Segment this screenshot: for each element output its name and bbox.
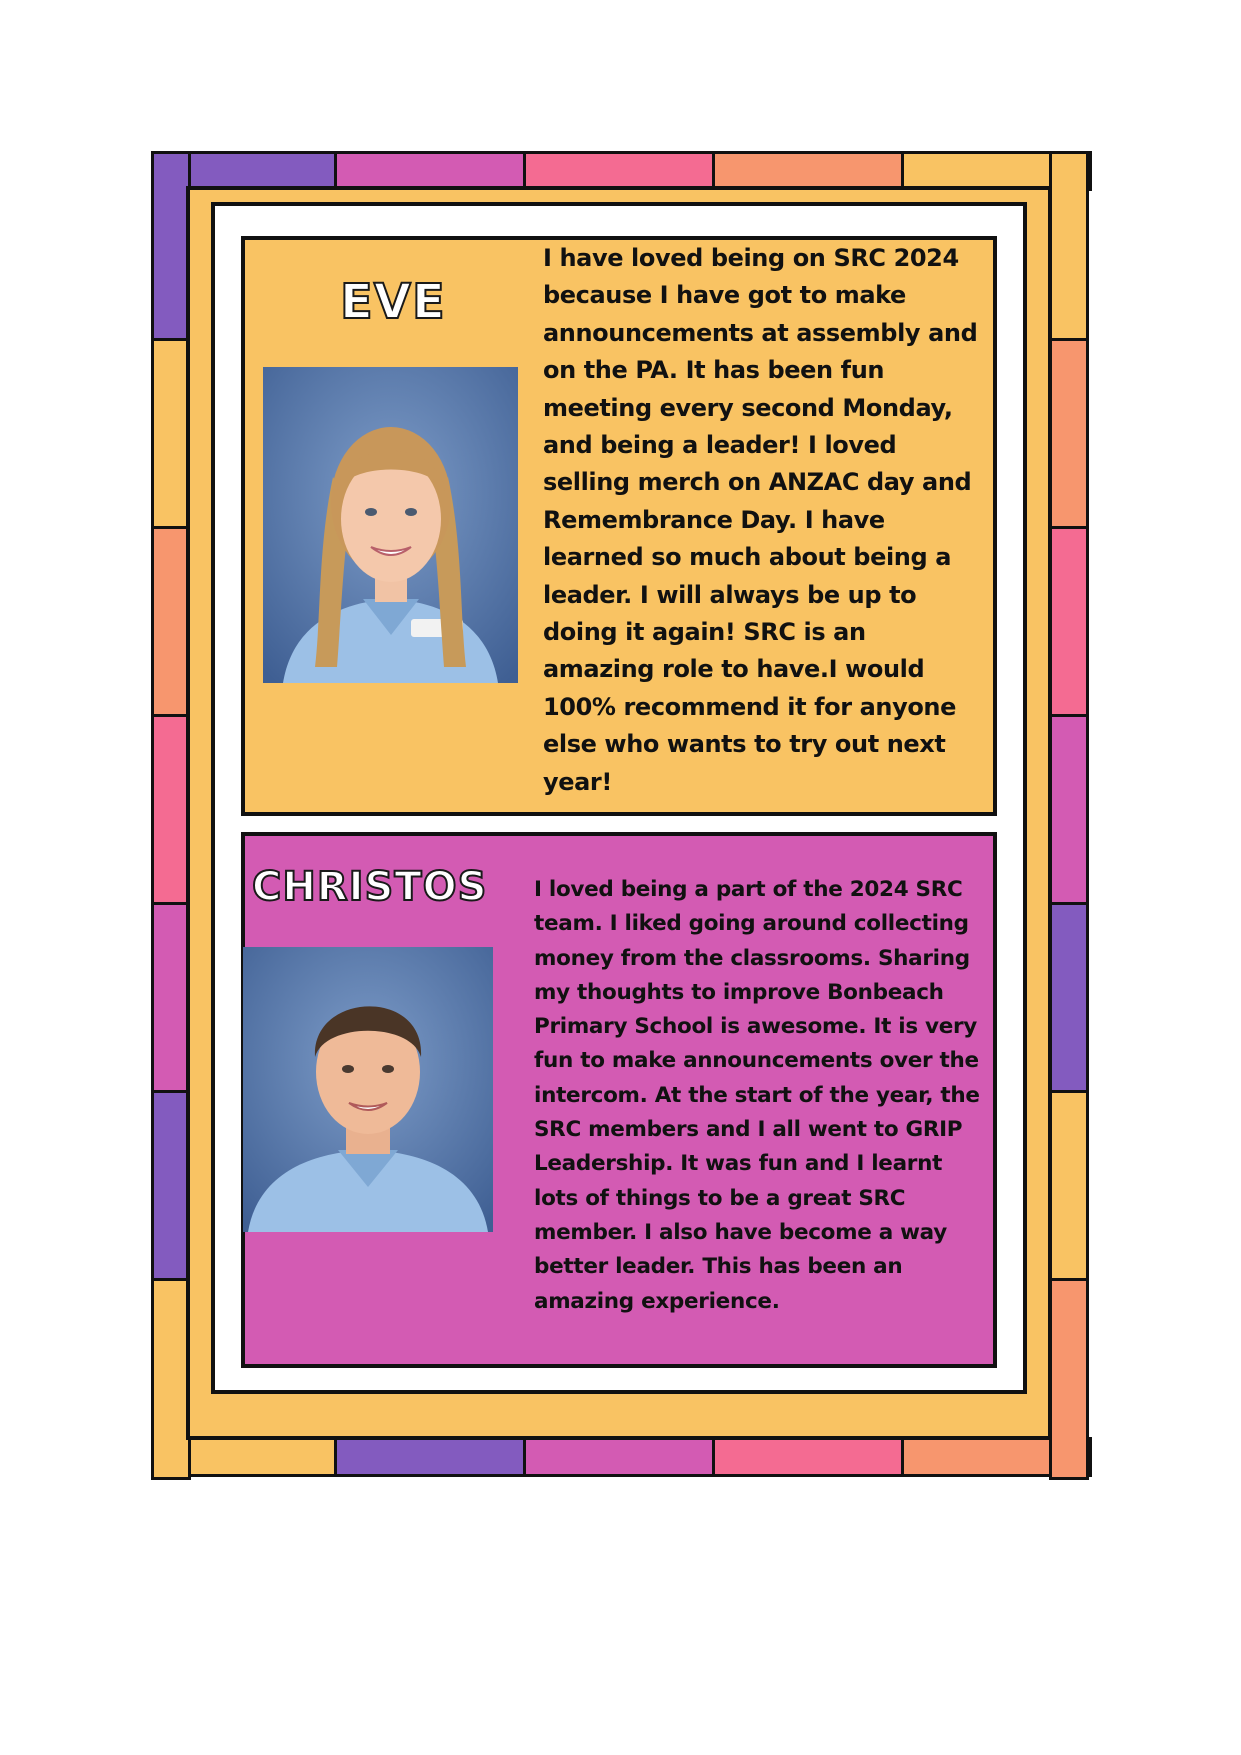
border-tile-right xyxy=(1049,902,1089,1093)
border-tile-left xyxy=(151,902,191,1093)
border-tile-right xyxy=(1049,1090,1089,1281)
border-tile-left xyxy=(151,1090,191,1281)
profile-bio-christos: I loved being a part of the 2024 SRC team. I liked going around collecting money from the classrooms. Sharing my thoughts to improve Bonbeach Primary School is awesome. It is very fun to make announcements over the intercom. At the start of the year, the SRC members and I all went to GRIP Leadership. It was fun and I learnt lots of things to be a great SRC member. I also have become a way better leader. This has been an amazing experience. xyxy=(534,877,980,1314)
border-tile-left xyxy=(151,714,191,905)
border-tile-left xyxy=(151,151,191,341)
border-tile-left xyxy=(151,1278,191,1480)
border-tile-left xyxy=(151,338,191,529)
border-tile-right xyxy=(1049,526,1089,717)
border-tile-right xyxy=(1049,151,1089,341)
border-tile-bottom xyxy=(712,1437,904,1477)
profile-name-christos: CHRISTOS xyxy=(252,864,488,910)
student-photo-christos xyxy=(243,947,493,1232)
border-tile-right xyxy=(1049,338,1089,529)
border-tile-right xyxy=(1049,1278,1089,1480)
border-tile-top xyxy=(334,151,526,191)
profile-name-eve: EVE xyxy=(340,274,446,330)
student-photo-eve xyxy=(263,367,518,683)
border-tile-left xyxy=(151,526,191,717)
profile-bio-eve: I have loved being on SRC 2024 because I have got to make announcements at assembly and on the PA. It has been fun meeting every second Monday, and being a leader! I loved selling merch on ANZAC day and Remembrance Day. I have learned so much about being a leader. I will always be up to doing it again! SRC is an amazing role to have.I would 100% recommend it for anyone else who wants to try out next year! xyxy=(543,244,978,796)
border-tile-bottom xyxy=(523,1437,715,1477)
border-tile-bottom xyxy=(334,1437,526,1477)
border-tile-right xyxy=(1049,714,1089,905)
border-tile-top xyxy=(523,151,715,191)
border-tile-top xyxy=(712,151,904,191)
